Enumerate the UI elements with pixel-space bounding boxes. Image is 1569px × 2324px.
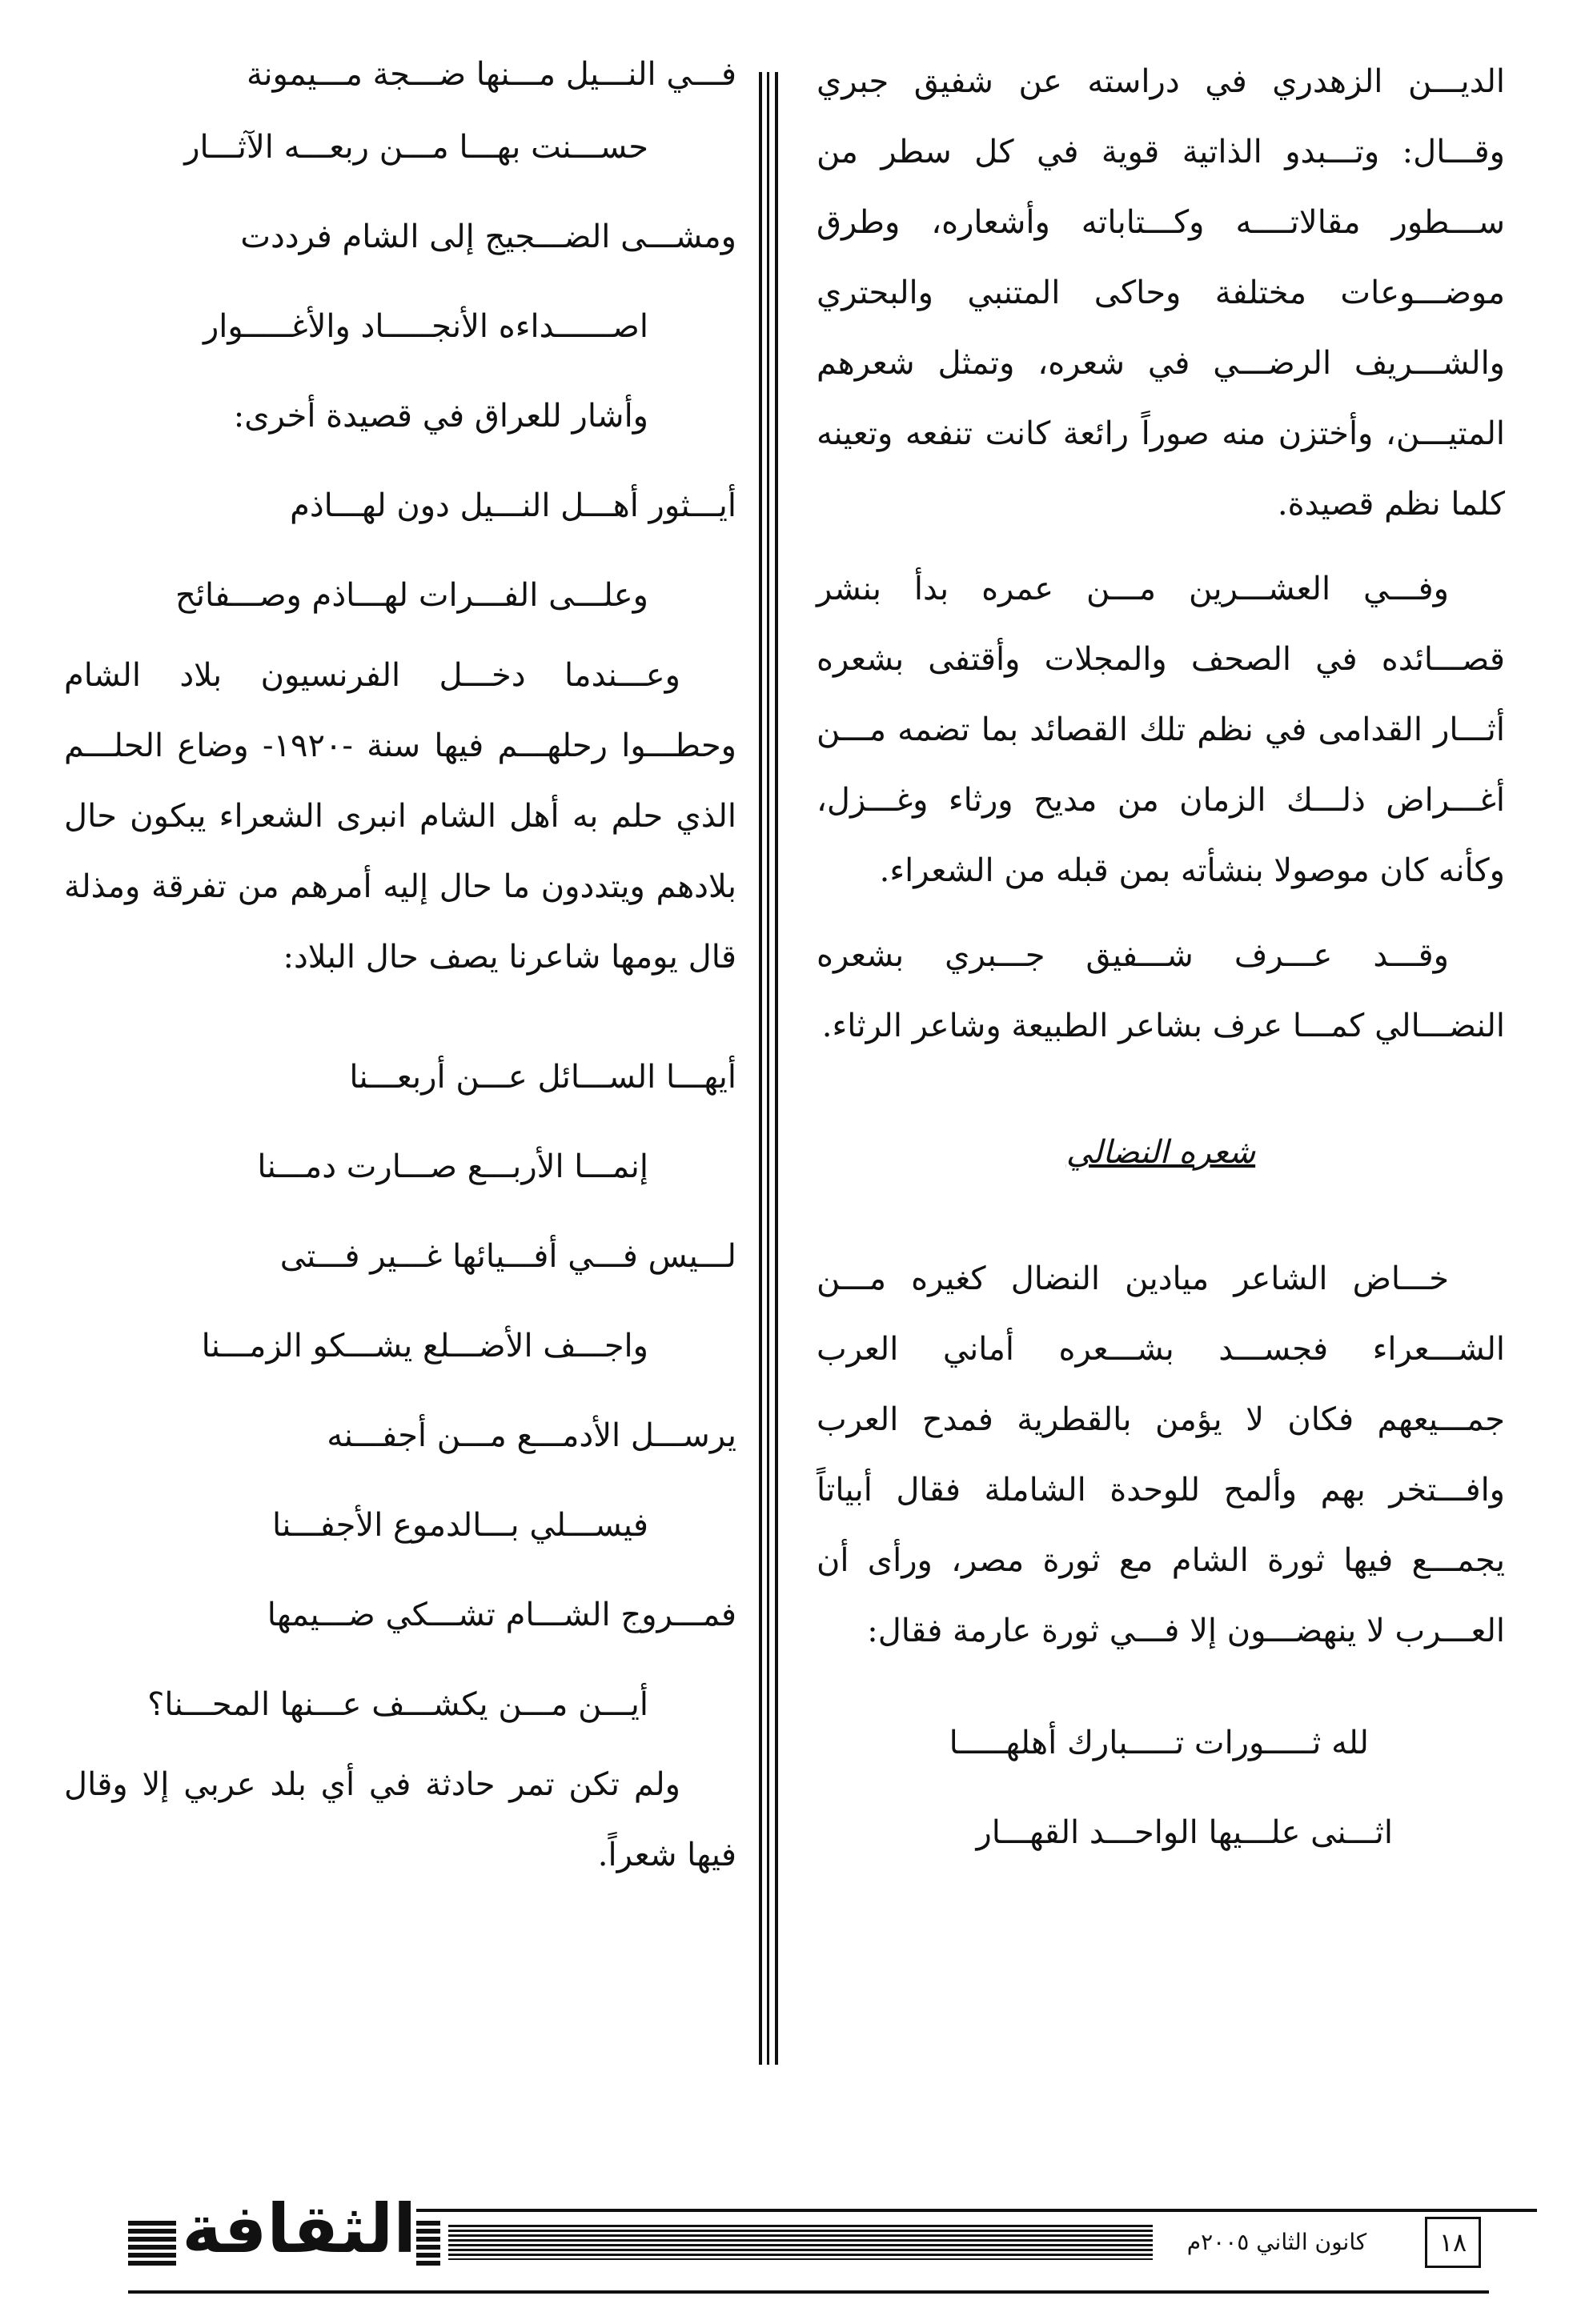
paragraph-end: ولم تكن تمر حادثة في أي بلد عربي إلا وقال فيها شعراً. bbox=[64, 1766, 736, 1873]
footer-rule bbox=[128, 2290, 1489, 2294]
section-heading: شعره النضالي bbox=[1065, 1134, 1256, 1171]
left-column bbox=[64, 46, 736, 1890]
verse-line: وعلـــى الفـــرات لهـــاذم وصـــفائح bbox=[175, 577, 648, 614]
page-number: ١٨ bbox=[1425, 2217, 1481, 2268]
paragraph-known-for: وقـــد عـــرف شـــفيق جـــبري بشعره النضـــالي كمـــا عرف بشاعر الطبيعة وشاعر الرثاء. bbox=[817, 937, 1505, 1044]
paragraph-zahdari: الديـــن الزهدري في دراسته عن شفيق جبري وقـــال: وتـــبدو الذاتية قوية في كل سطر من ســـطور مقالاتــــه وكـــتاباته وأشعاره، وطرق موضـــوعات مختلفة وحاكى المتنبي والبحتري والشـــريف الرضـــي في شعره، وتمثل شعرهم المتيـــن، وأختزن منه صوراً رائعة كانت تنفعه وتعينه كلما نظم قصيدة. bbox=[817, 63, 1505, 523]
intro-line: وأشار للعراق في قصيدة أخرى: bbox=[233, 398, 648, 435]
verse-line: ومشـــى الضـــجيج إلى الشام فرددت bbox=[240, 218, 736, 255]
poem-line: واجـــف الأضـــلع يشـــكو الزمـــنا bbox=[201, 1328, 648, 1364]
footer-decor-bars bbox=[416, 2221, 440, 2266]
magazine-logo: الثقافة bbox=[182, 2190, 416, 2268]
paragraph-struggle: خـــاض الشاعر ميادين النضال كغيره مـــن الشـــعراء فجســـد بشـــعره أماني العرب جمـــيعهم فكان لا يؤمن بالقطرية فمدح العرب وافـــتخر بهم وألمح للوحدة الشاملة فقال أبياتاً يجمـــع فيها ثورة الشام مع ثورة مصر، ورأى أن العـــرب لا ينهضـــون إلا فـــي ثورة عارمة فقال: bbox=[817, 1260, 1505, 1649]
verse-line: لله ثـــــورات تـــــبارك أهلهـــــا bbox=[949, 1725, 1369, 1761]
poem-line: لـــيس فـــي أفـــيائها غـــير فـــتى bbox=[279, 1238, 736, 1275]
column-divider bbox=[759, 72, 778, 2065]
poem-line: فمـــروج الشـــام تشـــكي ضـــيمها bbox=[267, 1597, 736, 1633]
poem-line: أيهـــا الســـائل عـــن أربعـــنا bbox=[349, 1059, 736, 1096]
issue-date: كانون الثاني ٢٠٠٥م bbox=[1153, 2225, 1401, 2260]
verse-line: فـــي النـــيل مـــنها ضـــجة مـــيمونة bbox=[246, 56, 736, 93]
paragraph-twenties: وفـــي العشـــرين مـــن عمره بدأ بنشر قصـــائده في الصحف والمجلات وأقتفى بشعره أثـــار القدامى في نظم تلك القصائد بما تضمه مـــن أغـــراض ذلـــك الزمان من مديح ورثاء وغـــزل، وكأنه كان موصولا بنشأته بمن قبله من الشعراء. bbox=[817, 571, 1505, 889]
poem-line: إنمـــا الأربـــع صـــارت دمـــنا bbox=[257, 1148, 648, 1185]
paragraph-french: وعـــندما دخـــل الفرنسيون بلاد الشام وحطـــوا رحلهـــم فيها سنة -١٩٢٠- وضاع الحلـــم الذي حلم به أهل الشام انبرى الشعراء يبكون حال بلادهم ويتددون ما حال إليه أمرهم من تفرقة ومذلة قال يومها شاعرنا يصف حال البلاد: bbox=[64, 657, 737, 976]
verse-line: أيـــثور أهـــل النـــيل دون لهـــاذم bbox=[290, 487, 736, 524]
verse-line: حســـنت بهـــا مـــن ربعـــه الآثـــار bbox=[184, 129, 648, 166]
verse-line: اصــــــداءه الأنجـــــاد والأغـــــوار bbox=[203, 308, 648, 345]
poem-line: يرســـل الأدمـــع مـــن أجفـــنه bbox=[327, 1417, 736, 1454]
poem-line: فيســـلي بـــالدموع الأجفـــنا bbox=[272, 1507, 648, 1544]
right-column bbox=[817, 46, 1505, 1877]
footer-rule bbox=[416, 2209, 1537, 2212]
footer-decor-bars bbox=[128, 2221, 176, 2266]
poem-line: أيـــن مـــن يكشـــف عـــنها المحـــنا؟ bbox=[147, 1686, 648, 1723]
verse-line: اثـــنى علـــيها الواحـــد القهـــار bbox=[976, 1814, 1393, 1851]
